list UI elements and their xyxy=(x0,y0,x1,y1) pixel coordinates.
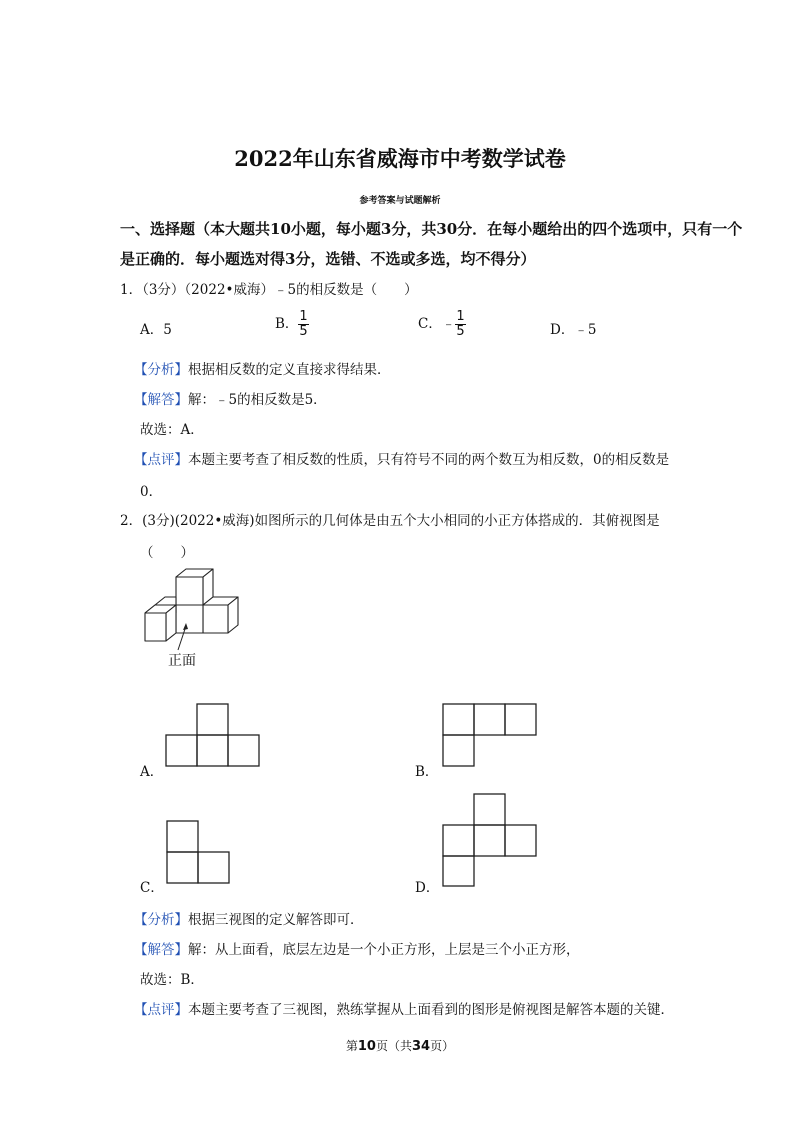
q2-answer xyxy=(134,938,580,958)
section-heading-line1: 一、选择题（本大题共10小题，每小题3分，共30分．在每小题给出的四个选项中，只有一个 xyxy=(120,220,743,238)
page-title: 2022年山东省威海市中考数学试卷 xyxy=(234,146,566,171)
q1-option-c-fraction xyxy=(455,310,465,339)
q2-comment-tag: 【点评】 xyxy=(134,1002,188,1018)
q2-option-d-figure xyxy=(442,793,537,887)
q2-option-c-label: C． xyxy=(140,880,164,896)
q2-option-b-figure xyxy=(442,703,537,765)
q2-option-a-label: A． xyxy=(140,764,164,780)
q1-option-b-fraction xyxy=(298,310,308,339)
footer-suffix: 页） xyxy=(430,1039,455,1053)
q1-option-b-denominator: 5 xyxy=(299,324,308,339)
q1-stem: 1．（3分）（2022•威海）﹣5的相反数是（ ） xyxy=(120,282,418,298)
q1-answer xyxy=(134,388,327,408)
q1-comment-tag: 【点评】 xyxy=(134,452,188,468)
q2-option-b-label: B． xyxy=(415,764,439,780)
q2-answer-text: 解：从上面看，底层左边是一个小正方形，上层是三个小正方形， xyxy=(188,942,580,958)
q1-comment-cont: 0． xyxy=(140,484,163,500)
footer-middle: 页（共 xyxy=(375,1039,412,1053)
q2-comment-text: 本题主要考查了三视图，熟练掌握从上面看到的图形是俯视图是解答本题的关键． xyxy=(188,1002,674,1018)
q2-analysis-tag: 【分析】 xyxy=(134,912,188,928)
q2-option-c-figure xyxy=(166,820,230,884)
q2-option-d-label: D． xyxy=(415,880,440,896)
q1-option-d: D．﹣5 xyxy=(550,322,597,338)
q1-option-c-denominator: 5 xyxy=(456,324,465,339)
q2-analysis xyxy=(134,908,364,928)
q2-comment xyxy=(134,998,674,1018)
footer-prefix: 第 xyxy=(345,1039,358,1053)
q2-option-a-figure xyxy=(166,703,261,765)
q2-stem: 2．(3分)(2022•威海)如图所示的几何体是由五个大小相同的小正方体搭成的．其俯视图是 xyxy=(120,513,660,529)
q1-answer-tag: 【解答】 xyxy=(134,392,188,408)
q1-option-b-numerator: 1 xyxy=(299,309,308,324)
q1-option-b-prefix: B． xyxy=(275,316,299,332)
q2-analysis-text: 根据三视图的定义解答即可． xyxy=(188,912,364,928)
footer-total-pages: 34 xyxy=(412,1039,431,1054)
page-footer xyxy=(0,1037,800,1054)
q1-comment xyxy=(134,448,669,468)
q2-front-label: 正面 xyxy=(168,653,196,669)
q1-option-b xyxy=(275,310,309,339)
q1-option-c-numerator: 1 xyxy=(456,309,465,324)
q1-option-c xyxy=(418,310,466,339)
q1-option-c-prefix: C．﹣ xyxy=(418,316,456,332)
q1-analysis-text: 根据相反数的定义直接求得结果． xyxy=(188,362,391,378)
q2-choice: 故选：B． xyxy=(140,972,204,988)
q1-option-a: A．5 xyxy=(140,322,172,338)
q2-answer-tag: 【解答】 xyxy=(134,942,188,958)
q1-answer-text: 解：﹣5的相反数是5． xyxy=(188,392,327,408)
section-heading-line2: 是正确的．每小题选对得3分，选错、不选或多选，均不得分） xyxy=(120,250,536,268)
footer-page-number: 10 xyxy=(357,1039,376,1054)
q1-analysis xyxy=(134,358,391,378)
q1-choice: 故选：A． xyxy=(140,422,204,438)
q2-stem-paren: （ ） xyxy=(140,545,194,561)
q1-analysis-tag: 【分析】 xyxy=(134,362,188,378)
q1-comment-text: 本题主要考查了相反数的性质，只有符号不同的两个数互为相反数，0的相反数是 xyxy=(188,452,670,468)
page-subtitle: 参考答案与试题解析 xyxy=(359,196,441,206)
